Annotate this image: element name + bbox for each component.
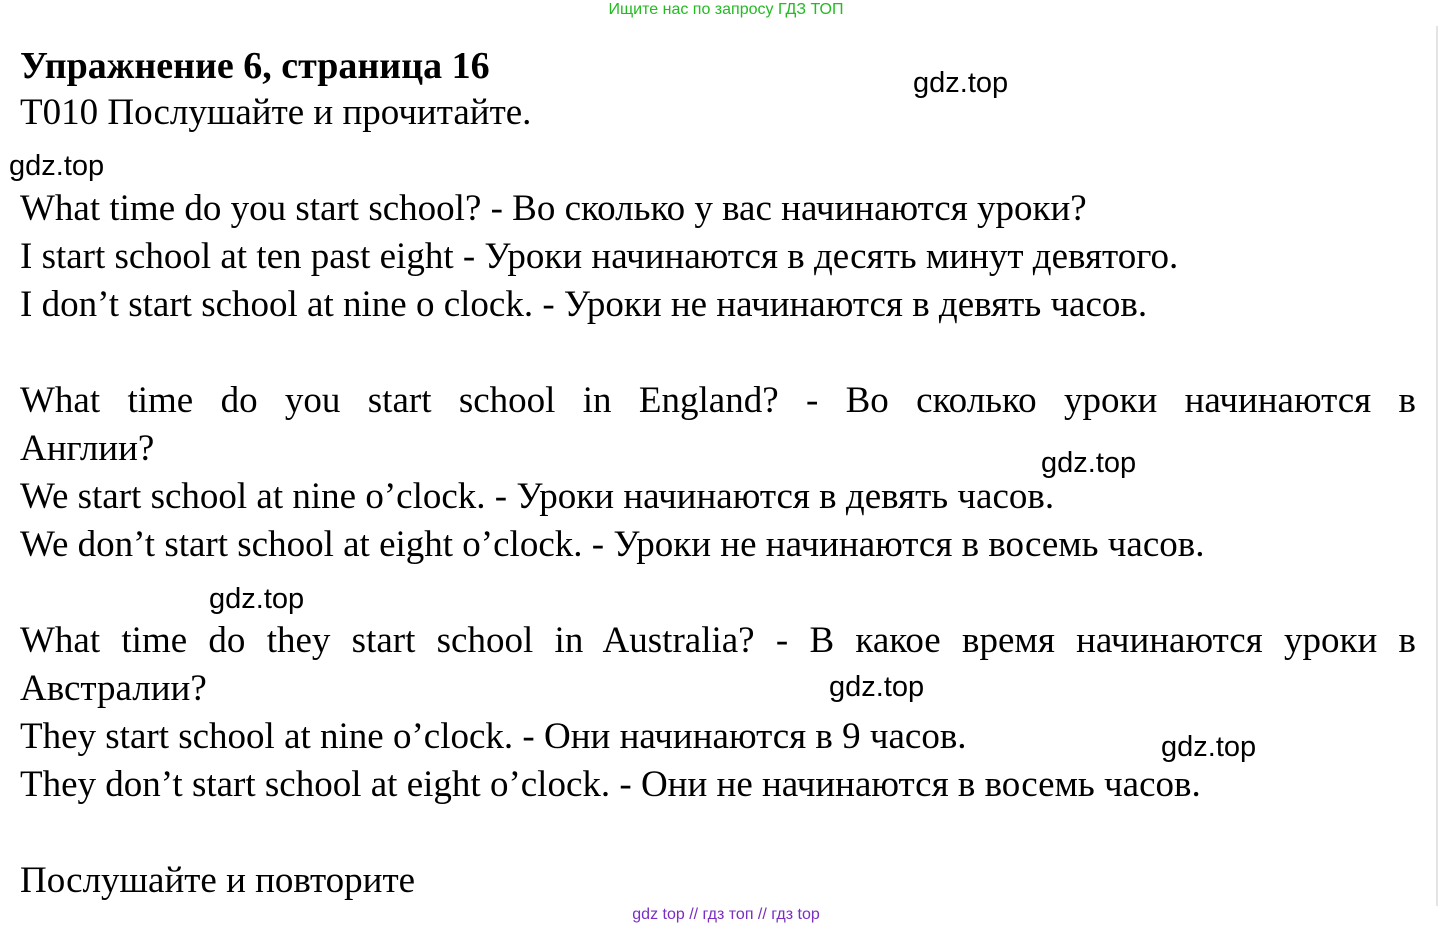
text-line-instruction: T010 Послушайте и прочитайте. xyxy=(20,92,532,133)
watermark: gdz.top xyxy=(829,671,925,703)
right-divider xyxy=(1436,26,1438,906)
text-line-justified: What time do you start school in England? - Во сколько уроки начинаются в xyxy=(20,380,1416,421)
watermark: gdz.top xyxy=(9,150,105,182)
text-line: I don’t start school at nine o clock. - Уроки не начинаются в девять часов. xyxy=(20,284,1148,325)
text-line: Англии? xyxy=(20,428,155,469)
text-line: We don’t start school at eight o’clock. - Уроки не начинаются в восемь часов. xyxy=(20,524,1205,565)
text-line: They don’t start school at eight o’clock. - Они не начинаются в восемь часов. xyxy=(20,764,1201,805)
watermark: gdz.top xyxy=(1041,447,1137,479)
watermark: gdz.top xyxy=(209,583,305,615)
exercise-title: Упражнение 6, страница 16 xyxy=(20,45,490,87)
text-line: What time do you start school? - Во сколько у вас начинаются уроки? xyxy=(20,188,1087,229)
text-line: Австралии? xyxy=(20,668,207,709)
text-line: They start school at nine o’clock. - Они начинаются в 9 часов. xyxy=(20,716,967,757)
text-line: I start school at ten past eight - Уроки начинаются в десять минут девятого. xyxy=(20,236,1179,277)
bottom-banner: gdz top // гдз топ // гдз top xyxy=(632,906,820,923)
text-line: We start school at nine o’clock. - Уроки начинаются в девять часов. xyxy=(20,476,1055,517)
text-line-justified: What time do they start school in Australia? - В какое время начинаются уроки в xyxy=(20,620,1416,661)
watermark: gdz.top xyxy=(913,67,1009,99)
top-banner: Ищите нас по запросу ГДЗ ТОП xyxy=(608,1,844,18)
text-line-final: Послушайте и повторите xyxy=(20,860,416,901)
watermark: gdz.top xyxy=(1161,731,1257,763)
